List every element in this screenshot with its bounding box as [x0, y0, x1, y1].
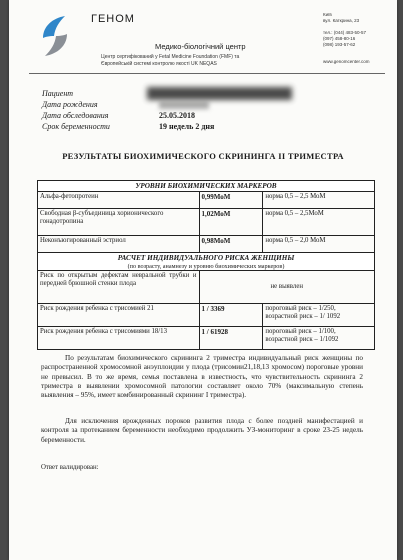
address-city: Київ — [323, 12, 332, 17]
address-phone-2: (097) 458-80-16 — [323, 36, 356, 41]
risk-header: РАСЧЕТ ИНДИВИДУАЛЬНОГО РИСКА ЖЕНЩИНЫ — [117, 254, 295, 263]
risk-header-row — [38, 253, 375, 270]
document-page — [9, 0, 397, 560]
table-row — [38, 192, 375, 209]
address-phone-3: (098) 193-57-62 — [323, 42, 356, 47]
marker-norm: норма 0,5 – 2,0 МоМ — [263, 236, 375, 253]
results-table — [37, 180, 375, 350]
marker-name: Альфа-фетопротеин — [38, 192, 200, 209]
risk-value: 1 / 3369 — [199, 303, 263, 326]
table-row — [38, 236, 375, 253]
recommendation-paragraph: Для исключения врожденных пороков развития плода с более поздней манифестацией и контроля за протеканием беременности необходимо продолжить УЗ-мониторинг в сроке 23-25 недель беременности. — [41, 417, 363, 444]
report-title: РЕЗУЛЬТАТЫ БИОХИМИЧЕСКОГО СКРИНИНГА II ТРИМЕСТРА — [62, 151, 344, 161]
marker-value: 1,02МоМ — [199, 209, 263, 236]
ntd-risk-name: Риск по открытым дефектам невральной трубки и передней брюшной стенки плода — [38, 270, 200, 303]
risk-subheader: (по возрасту, анамнезу и уровню биохимических маркеров) — [127, 262, 285, 270]
redacted-patient-name — [147, 87, 292, 100]
threshold-risk: пороговый риск – 1/250, — [265, 304, 336, 312]
certification-line-2: Європейській системі контролю якості UK NEQAS — [101, 61, 217, 67]
center-subtitle: Медико-біологічний центр — [155, 42, 246, 51]
header-divider — [29, 73, 385, 74]
risk-value: 1 / 61928 — [199, 326, 263, 349]
exam-date-value: 25.05.2018 — [159, 111, 195, 120]
genom-logo-icon — [37, 12, 73, 60]
markers-header: УРОВНИ БИОХИМИЧЕСКИХ МАРКЕРОВ — [38, 181, 375, 192]
age-risk: возрастной риск – 1/1092 — [265, 335, 339, 343]
brand-name: ГЕНОМ — [91, 13, 135, 25]
table-row — [38, 326, 375, 349]
marker-value: 0,99МоМ — [199, 192, 263, 209]
table-row — [38, 303, 375, 326]
table-row — [38, 270, 375, 303]
marker-norm: норма 0,5 – 2,5 МоМ — [263, 192, 375, 209]
ntd-risk-result: не выявлен — [199, 270, 374, 303]
address-street: вул. Каткрина, 23 — [323, 18, 360, 23]
address-phone-1: тел.: (044) 483-50-57 — [323, 30, 367, 35]
risk-name: Риск рождения ребенка с трисомиями 18/13 — [38, 326, 200, 349]
redacted-birth-date — [159, 101, 209, 109]
marker-name: Неконъюгированный эстриол — [38, 236, 200, 253]
marker-value: 0,98МоМ — [199, 236, 263, 253]
validated-label: Ответ валидирован: — [41, 464, 99, 471]
birth-date-label: Дата рождения — [42, 100, 98, 109]
conclusion-paragraph: По результатам биохимического скрининга 2 триместра индивидуальный риск женщины по распространенной хромосомной анэуплоидии у плода (трисомии21,18,13 хромосом) пороговые уровни не превысил. В то же время, семья поставлена в известность, что чувствительность скрининга 2 триместра в выявлении хромосомной патологии составляет около 70% (максимальную степень выявления – 95%, имеет комбинированный скрининг I триместра). — [41, 354, 363, 400]
risk-name: Риск рождения ребенка с трисомией 21 — [38, 303, 200, 326]
table-row — [38, 209, 375, 236]
gestation-label: Срок беременности — [42, 122, 110, 131]
markers-header-row — [38, 181, 375, 192]
certification-line-1: Центр сертифікований у Fetal Medicine Foundation (FMF) та — [101, 54, 240, 60]
gestation-value: 19 недель 2 дня — [159, 122, 215, 131]
age-risk: возрастной риск – 1/ 1092 — [265, 312, 341, 320]
exam-date-label: Дата обследования — [42, 111, 109, 120]
marker-norm: норма 0,5 – 2,5МоМ — [263, 209, 375, 236]
threshold-risk: пороговый риск – 1/100, — [265, 327, 336, 335]
patient-label: Пациент — [42, 89, 74, 98]
website: www.genomcenter.com — [323, 59, 370, 64]
marker-name: Свободная β-субъединица хорионического гонадотропина — [38, 209, 200, 236]
